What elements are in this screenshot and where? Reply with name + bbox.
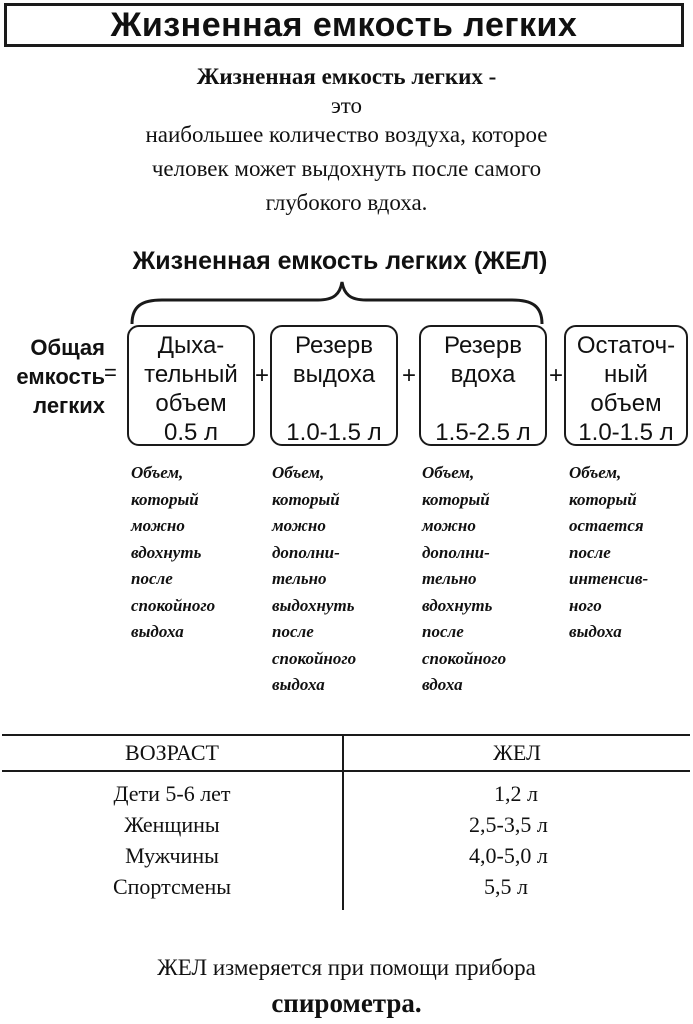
table-cell-age: Женщины — [2, 809, 343, 840]
expiratory-reserve-box: Резерв выдоха 1.0-1.5 л — [270, 325, 398, 446]
curly-brace-icon — [128, 278, 548, 328]
table-cell-vc: 5,5 л — [484, 874, 528, 899]
footer-emphasis: спирометра. — [271, 988, 422, 1018]
table-cell-age: Мужчины — [2, 840, 343, 871]
table-cell-vc: 2,5-3,5 л — [469, 812, 548, 837]
definition — [0, 60, 693, 220]
table-cell-age: Дети 5-6 лет — [2, 771, 343, 809]
vital-capacity-table — [2, 734, 690, 910]
page-title: Жизненная емкость легких — [4, 3, 684, 47]
table-row — [2, 771, 690, 809]
zhel-label: Жизненная емкость легких (ЖЕЛ) — [132, 247, 548, 275]
plus-sign: + — [402, 362, 417, 389]
tidal-volume-description: Объем, который можно вдохнуть после спокойного выдоха — [131, 463, 216, 641]
total-capacity-label: Общая емкость легких — [16, 335, 105, 418]
table-header-row — [2, 735, 690, 771]
plus-sign: + — [255, 362, 270, 389]
tidal-volume-box: Дыха- тельный объем 0.5 л — [127, 325, 255, 446]
definition-line: глубокого вдоха. — [265, 190, 428, 215]
table-row — [2, 840, 690, 871]
equals-sign: = — [104, 360, 117, 385]
definition-term: Жизненная емкость легких - — [196, 64, 497, 89]
table-cell-vc: 1,2 л — [494, 781, 538, 806]
table-row — [2, 809, 690, 840]
definition-line: наибольшее количество воздуха, которое — [145, 122, 548, 147]
expiratory-reserve-description: Объем, который можно дополни- тельно выдохнуть после спокойного выдоха — [272, 463, 357, 694]
inspiratory-reserve-box: Резерв вдоха 1.5-2.5 л — [419, 325, 547, 446]
table-cell-age: Спортсмены — [2, 871, 343, 910]
table-cell-vc: 4,0-5,0 л — [469, 843, 548, 868]
footer-text: ЖЕЛ измеряется при помощи прибора — [157, 955, 536, 980]
residual-volume-box: Остаточ- ный объем 1.0-1.5 л — [564, 325, 688, 446]
column-header-vc: ЖЕЛ — [343, 735, 690, 771]
column-header-age: ВОЗРАСТ — [2, 735, 343, 771]
inspiratory-reserve-description: Объем, который можно дополни- тельно вдохнуть после спокойного вдоха — [422, 463, 507, 694]
plus-sign: + — [549, 362, 564, 389]
definition-line: человек может выдохнуть после самого — [151, 156, 542, 181]
definition-connector: это — [330, 93, 363, 118]
table-row — [2, 871, 690, 910]
residual-volume-description: Объем, который остается после интенсив- ного выдоха — [569, 463, 649, 641]
